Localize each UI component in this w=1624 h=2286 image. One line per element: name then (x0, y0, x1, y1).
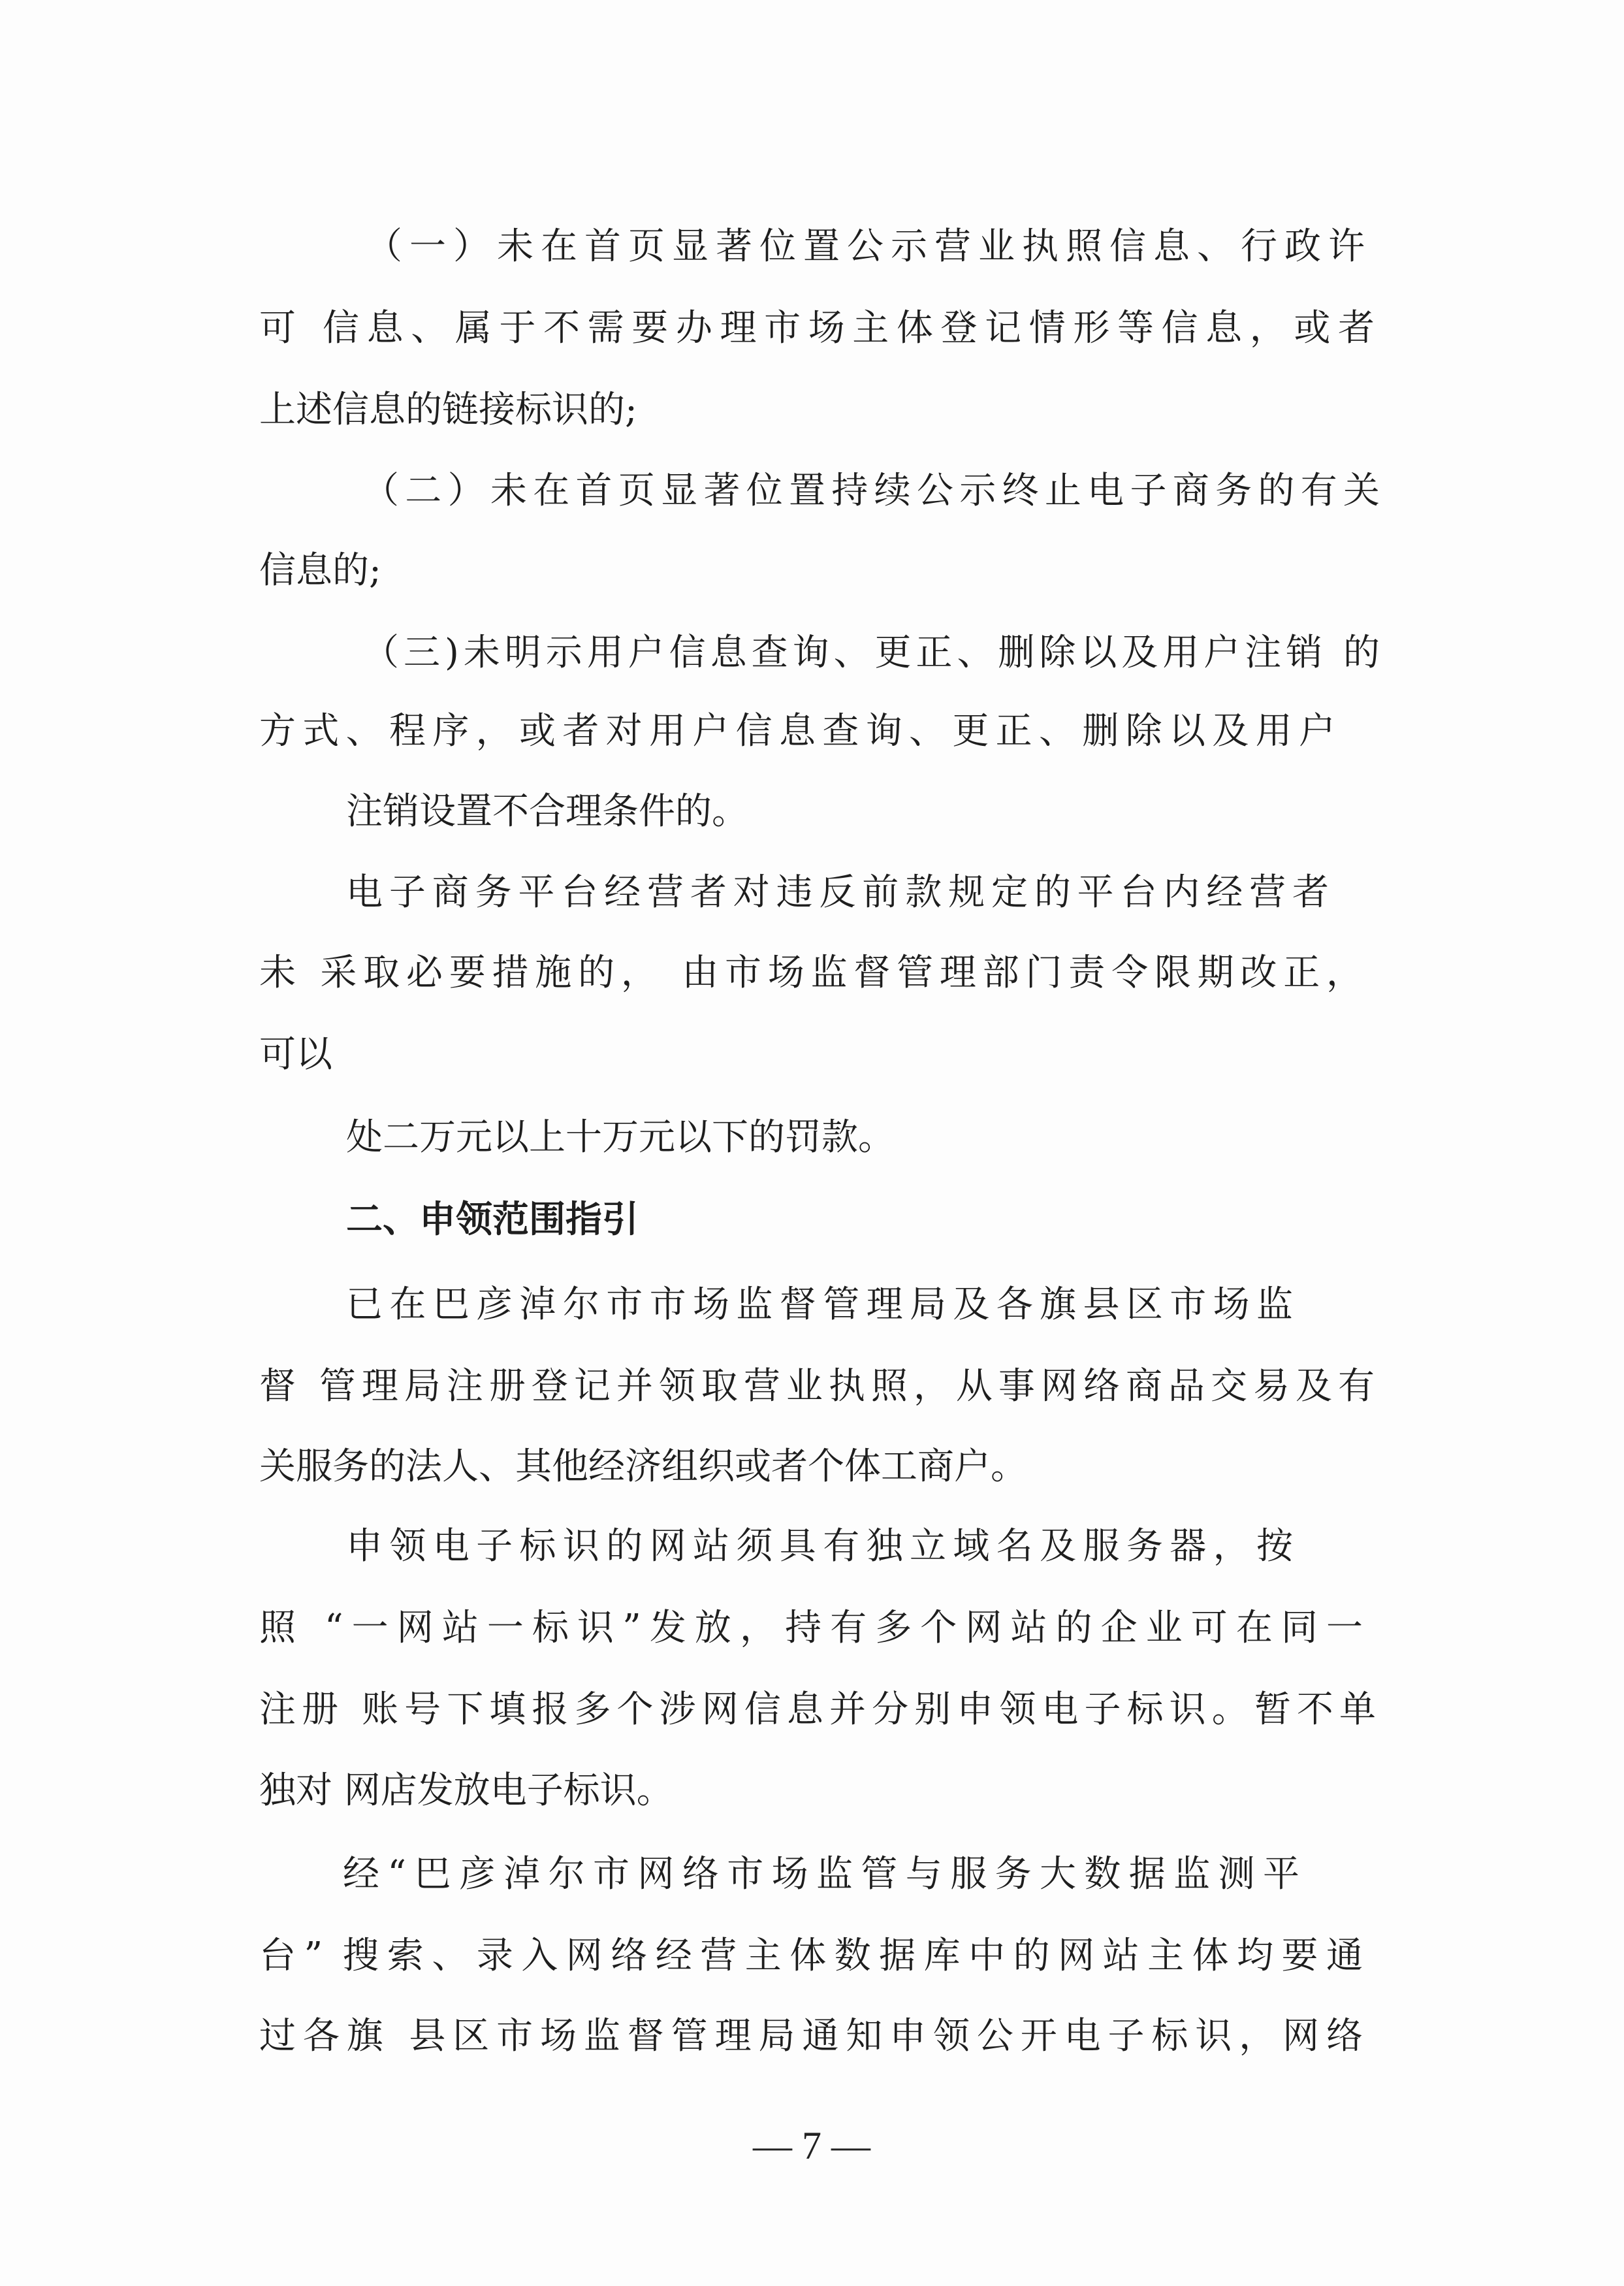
paragraph-4-line-3: 可以 (259, 1033, 332, 1076)
paragraph-6-line-3: 注册 账号下填报多个涉网信息并分别申领电子标识。暂不单 (259, 1688, 1376, 1731)
paragraph-5-line-2: 督 管理局注册登记并领取营业执照，从事网络商品交易及有 (259, 1365, 1375, 1408)
page-number: — 7 — (753, 2124, 870, 2167)
paragraph-5-line-1: 已在巴彦淖尔市市场监督管理局及各旗县区市场监 (346, 1283, 1293, 1326)
paragraph-1-line-2: 可 信息、属于不需要办理市场主体登记情形等信息，或者 (259, 307, 1375, 349)
paragraph-3-line-1: （三)未明示用户信息查询、更正、删除以及用户注销 的 (362, 632, 1380, 674)
paragraph-3-line-3: 注销设置不合理条件的。 (346, 790, 748, 833)
paragraph-6-line-4: 独对 网店发放电子标识。 (259, 1769, 673, 1812)
section-heading: 二、申领范围指引 (346, 1199, 639, 1241)
paragraph-2-line-1: （二）未在首页显著位置持续公示终止电子商务的有关 (362, 470, 1380, 512)
paragraph-7-line-3: 过各旗 县区市场监督管理局通知申领公开电子标识，网络 (259, 2015, 1363, 2057)
paragraph-6-line-2: 照 “一网站一标识”发放，持有多个网站的企业可在同一 (259, 1607, 1363, 1649)
paragraph-4-line-1: 电子商务平台经营者对违反前款规定的平台内经营者 (346, 871, 1329, 914)
paragraph-2-line-2: 信息的; (259, 549, 381, 592)
paragraph-1-line-3: 上述信息的链接标识的; (259, 389, 637, 431)
paragraph-1-line-1: （一）未在首页显著位置公示营业执照信息、行政许 (366, 225, 1365, 268)
paragraph-4-line-2: 未 采取必要措施的， 由市场监督管理部门责令限期改正， (259, 952, 1363, 994)
paragraph-4-line-4: 处二万元以上十万元以下的罚款。 (346, 1116, 895, 1159)
paragraph-7-line-1: 经“巴彦淖尔市网络市场监管与服务大数据监测平 (343, 1853, 1299, 1895)
paragraph-5-line-3: 关服务的法人、其他经济组织或者个体工商户。 (259, 1445, 1027, 1488)
paragraph-7-line-2: 台” 搜索、录入网络经营主体数据库中的网站主体均要通 (259, 1935, 1363, 1977)
paragraph-3-line-2: 方式、程序，或者对用户信息查询、更正、删除以及用户 (259, 710, 1335, 752)
paragraph-6-line-1: 申领电子标识的网站须具有独立域名及服务器，按 (346, 1525, 1293, 1568)
